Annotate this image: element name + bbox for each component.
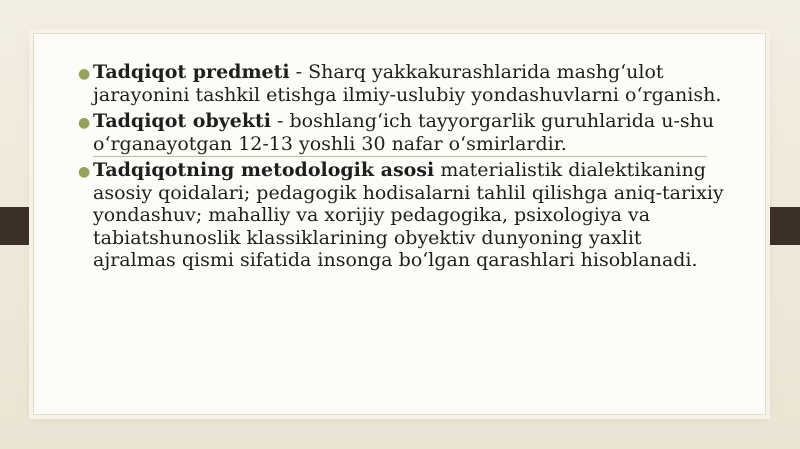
bullet-item-subject (75, 61, 725, 106)
bullet-text: - boshlang‘ich tayyorgarlik guruhlarida u-shu o‘rganayotgan 12-13 yoshli 30 nafar o‘smirlardir. (93, 110, 715, 155)
bullet-term: Tadqiqotning metodologik asosi (93, 159, 435, 181)
bullet-item-object (75, 110, 725, 155)
bullet-icon: ● (78, 164, 91, 180)
bullet-text: - Sharq yakkakurashlarida mashg‘ulot jarayonini tashkil etishga ilmiy-uslubiy yondashuvlarni o‘rganish. (93, 61, 722, 106)
bullet-term: Tadqiqot predmeti (93, 61, 290, 83)
bullet-text: materialistik dialektikaning asosiy qoidalari; pedagogik hodisalarni tahlil qilishga aniq-tarixiy yondashuv; mahalliy va xorijiy pedagogika, psixologiya va tabiatshunoslik klassiklarining obyektiv dunyoning yaxlit ajralmas qismi sifatida insonga bo‘lgan qarashlari hisoblanadi. (93, 159, 724, 271)
bullet-term: Tadqiqot obyekti (93, 110, 272, 132)
bullet-list (75, 61, 725, 276)
bullet-item-methodology (75, 159, 725, 272)
bullet-icon: ● (78, 66, 91, 82)
bullet-icon: ● (78, 115, 91, 131)
